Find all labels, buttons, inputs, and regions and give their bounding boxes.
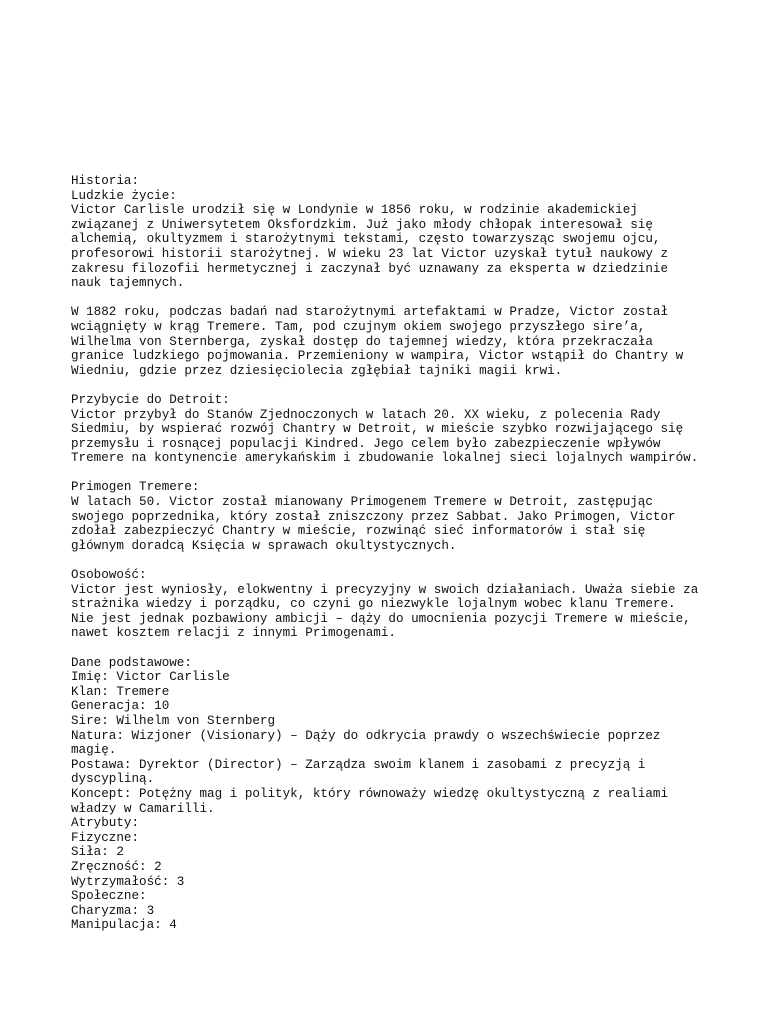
text-line: Historia: bbox=[71, 174, 140, 188]
text-line: W latach 50. Victor został mianowany Primogenem Tremere w Detroit, zastępując bbox=[71, 495, 653, 510]
text-line: Społeczne: bbox=[71, 889, 147, 904]
text-line: Imię: Victor Carlisle bbox=[71, 670, 230, 685]
text-line: Fizyczne: bbox=[71, 830, 140, 845]
text-line: Ludzkie życie: bbox=[71, 188, 177, 203]
section-personality bbox=[71, 568, 751, 641]
text-line: Postawa: Dyrektor (Director) – Zarządza swoim klanem i zasobami z precyzją i bbox=[71, 757, 646, 772]
text-line: dyscypliną. bbox=[71, 772, 155, 787]
text-line: magię. bbox=[71, 743, 117, 758]
text-line: nauk tajemnych. bbox=[71, 276, 185, 291]
section-primogen bbox=[71, 480, 751, 553]
text-line: swojego poprzednika, który został zniszczony przez Sabbat. Jako Primogen, Victor bbox=[71, 509, 676, 524]
section-detroit bbox=[71, 393, 751, 466]
text-line: Tremere na kontynencie amerykańskim i zbudowanie lokalnej sieci lojalnych wampirów. bbox=[71, 451, 699, 466]
paragraph-gap bbox=[71, 641, 751, 656]
text-line: Victor jest wyniosły, elokwentny i precyzyjny w swoich działaniach. Uważa siebie za bbox=[71, 582, 699, 597]
section-embrace bbox=[71, 305, 751, 378]
text-line: przemysłu i rosnącej populacji Kindred. Jego celem było zabezpieczenie wpływów bbox=[71, 436, 661, 451]
section-history bbox=[71, 174, 751, 291]
text-line: Dane podstawowe: bbox=[71, 655, 192, 670]
text-line: W 1882 roku, podczas badań nad starożytnymi artefaktami w Pradze, Victor został bbox=[71, 305, 669, 320]
text-line: Generacja: 10 bbox=[71, 699, 170, 714]
text-line: Nie jest jednak pozbawiony ambicji – dąży do umocnienia pozycji Tremere w mieście, bbox=[71, 611, 691, 626]
text-line: Klan: Tremere bbox=[71, 684, 170, 699]
text-line: Victor Carlisle urodził się w Londynie w 1856 roku, w rodzinie akademickiej bbox=[71, 203, 638, 218]
text-line: zakresu filozofii hermetycznej i zaczynał być uznawany za eksperta w dziedzinie bbox=[71, 261, 669, 276]
text-line: władzy w Camarilli. bbox=[71, 801, 215, 816]
paragraph-gap bbox=[71, 291, 751, 306]
paragraph-gap bbox=[71, 553, 751, 568]
text-line: Sire: Wilhelm von Sternberg bbox=[71, 713, 276, 728]
text-line: granice ludzkiego pojmowania. Przemieniony w wampira, Victor wstąpił do Chantry w bbox=[71, 349, 684, 364]
text-line: wciągnięty w krąg Tremere. Tam, pod czujnym okiem swojego przyszłego sire’a, bbox=[71, 319, 646, 334]
paragraph-gap bbox=[71, 378, 751, 393]
text-line: Victor przybył do Stanów Zjednoczonych w latach 20. XX wieku, z polecenia Rady bbox=[71, 407, 661, 422]
text-line: Wilhelma von Sternberga, zyskał dostęp do tajemnej wiedzy, która przekraczała bbox=[71, 334, 653, 349]
text-line: Zręczność: 2 bbox=[71, 859, 162, 874]
paragraph-gap bbox=[71, 466, 751, 481]
text-line: strażnika wiedzy i porządku, co czyni go niezwykle lojalnym wobec klanu Tremere. bbox=[71, 597, 676, 612]
text-line: profesorowi historii starożytnej. W wieku 23 lat Victor uzyskał tytuł naukowy z bbox=[71, 246, 669, 261]
text-line: nawet kosztem relacji z innymi Primogenami. bbox=[71, 626, 396, 641]
text-line: głównym doradcą Księcia w sprawach okultystycznych. bbox=[71, 538, 457, 553]
text-line: związanej z Uniwersytetem Oksfordzkim. Już jako młody chłopak interesował się bbox=[71, 217, 653, 232]
section-basic-data bbox=[71, 656, 751, 933]
text-line: Przybycie do Detroit: bbox=[71, 392, 230, 407]
text-line: Siedmiu, by wspierać rozwój Chantry w Detroit, w mieście szybko rozwijającego się bbox=[71, 422, 684, 437]
text-line: Charyzma: 3 bbox=[71, 903, 155, 918]
text-line: Wytrzymałość: 3 bbox=[71, 874, 185, 889]
text-line: Atrybuty: bbox=[71, 816, 140, 831]
text-line: Koncept: Potężny mag i polityk, który równoważy wiedzę okultystyczną z realiami bbox=[71, 786, 669, 801]
text-line: Natura: Wizjoner (Visionary) – Dąży do odkrycia prawdy o wszechświecie poprzez bbox=[71, 728, 661, 743]
document-body bbox=[71, 174, 751, 933]
text-line: Siła: 2 bbox=[71, 845, 124, 860]
text-line: Manipulacja: 4 bbox=[71, 918, 177, 933]
text-line: zdołał zabezpieczyć Chantry w mieście, rozwinąć sieć informatorów i stał się bbox=[71, 524, 646, 539]
text-line: Osobowość: bbox=[71, 568, 147, 583]
text-line: alchemią, okultyzmem i starożytnymi tekstami, często towarzysząc swojemu ojcu, bbox=[71, 232, 661, 247]
text-line: Primogen Tremere: bbox=[71, 480, 200, 495]
text-line: Wiedniu, gdzie przez dziesięciolecia zgłębiał tajniki magii krwi. bbox=[71, 363, 563, 378]
